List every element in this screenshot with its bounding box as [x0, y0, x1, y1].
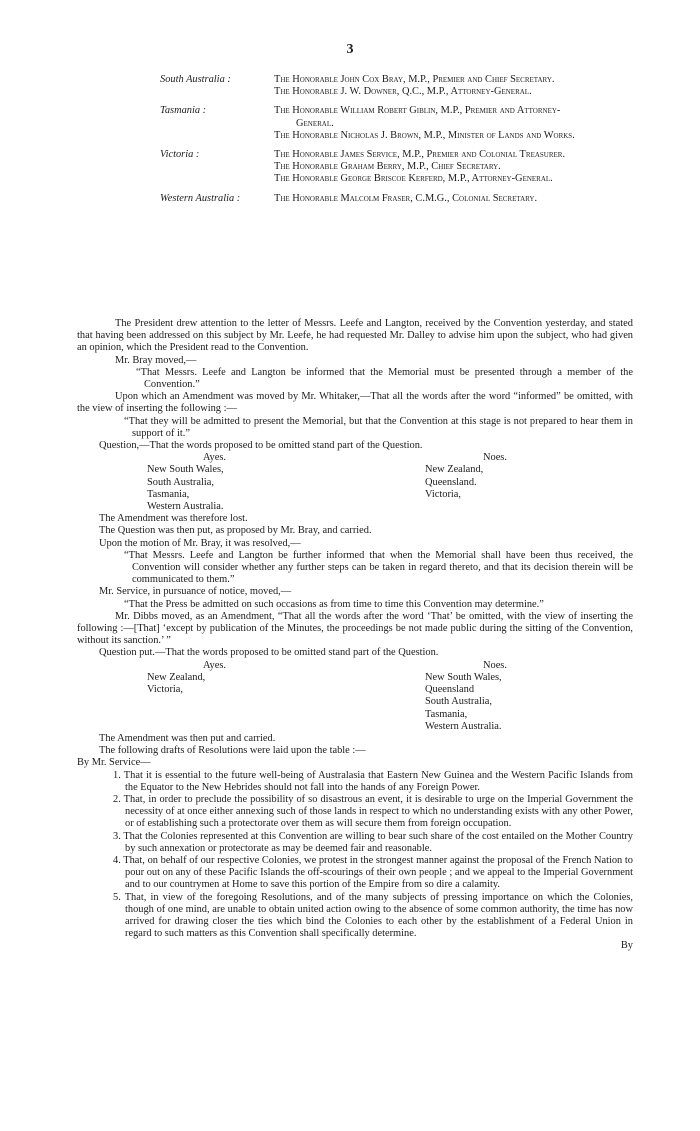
page-number: 3	[346, 42, 354, 57]
paragraph: Upon which an Amendment was moved by Mr. Whitaker,—That all the words after the word “informed” be omitted, with the view of inserting the following :—	[77, 391, 633, 415]
no-entry: Victoria,	[425, 488, 462, 500]
honorific: The Honorable	[274, 192, 338, 204]
catchword: By	[620, 940, 633, 952]
amendment-quote: “That they will be admitted to present the Memorial, but that the Convention at this stage is not prepared to hear them in support of it.”	[124, 415, 633, 439]
noes-label: Noes.	[483, 452, 507, 464]
no-entry: Tasmania,	[425, 708, 468, 720]
no-entry: Queensland.	[425, 476, 477, 488]
colony-name: Western Australia :	[160, 192, 241, 204]
honorific: The Honorable	[274, 86, 338, 98]
honorific: The Honorable	[274, 149, 338, 161]
aye-entry: Tasmania,	[147, 488, 190, 500]
delegate-entry	[274, 105, 580, 129]
delegate-detail: William Robert Giblin, M.P., Premier and Attorney-General.	[296, 105, 561, 129]
paragraph: Question,—That the words proposed to be omitted stand part of the Question.	[99, 440, 423, 452]
minutes-text	[77, 318, 633, 953]
honorific: The Honorable	[274, 173, 338, 185]
no-entry: Queensland	[425, 684, 475, 696]
resolution-item: 3. That the Colonies represented at this Convention are willing to bear such share of the cost entailed on the Mother Country by such annexation or protectorate as may be deemed fair and reasonable.	[113, 830, 633, 854]
delegate-detail: J. W. Downer, Q.C., M.P., Attorney-General.	[337, 86, 532, 98]
resolution-item: 4. That, on behalf of our respective Colonies, we protest in the strongest manner against the proposal of the French Nation to pour out on any of these Pacific Islands the off-scourings of their own people ; and we appeal to the Imperial Government and to our countrymen at Home to save this portion of the Empire from so dire a calamity.	[113, 854, 633, 891]
delegate-detail: George Briscoe Kerferd, M.P., Attorney-General.	[337, 173, 553, 185]
colony-victoria	[160, 149, 580, 186]
aye-entry: Western Australia.	[147, 501, 224, 513]
colony-tasmania	[160, 105, 580, 142]
delegate-entry	[274, 149, 580, 161]
delegate-entry	[274, 193, 580, 205]
delegate-detail: Graham Berry, M.P., Chief Secretary.	[337, 161, 501, 173]
aye-entry: South Australia,	[147, 476, 214, 488]
division-list-1	[77, 452, 633, 513]
paragraph: The Amendment was therefore lost.	[99, 513, 248, 525]
resolution-item: 1. That it is essential to the future well-being of Australasia that Eastern New Guinea and the Western Pacific Islands from the Equator to the New Hebrides should not fall into the hands of any Foreign Power.	[113, 769, 633, 793]
no-entry: New Zealand,	[425, 464, 484, 476]
paragraph: Question put.—That the words proposed to be omitted stand part of the Question.	[99, 647, 439, 659]
paragraph: Mr. Dibbs moved, as an Amendment, “That all the words after the word ‘That’ be omitted, with the view of inserting the following :—[That] ‘except by publication of the Minutes, the proceedings be not made public during the sitting of the Convention, without its sanction.’ ”	[77, 610, 633, 647]
honorific: The Honorable	[274, 161, 338, 173]
delegate-detail: Nicholas J. Brown, M.P., Minister of Lands and Works.	[337, 129, 575, 141]
delegate-entry	[274, 74, 580, 86]
delegate-detail: James Service, M.P., Premier and Colonial Treasurer.	[337, 149, 566, 161]
no-entry: Western Australia.	[425, 720, 502, 732]
colony-south-australia	[160, 74, 580, 98]
noes-label: Noes.	[483, 659, 507, 671]
aye-entry: New South Wales,	[147, 464, 224, 476]
resolution-list	[77, 770, 633, 941]
delegate-detail: John Cox Bray, M.P., Premier and Chief Secretary.	[337, 74, 555, 85]
paragraph: Upon the motion of Mr. Bray, it was resolved,—	[99, 537, 301, 549]
paragraph: The President drew attention to the letter of Messrs. Leefe and Langton, received by the Convention yesterday, and stated that having been addressed on this subject by Mr. Leefe, he had requested Mr. Dalley to advise him upon the subject, who had given an opinion, which the President read to the Convention.	[77, 318, 633, 354]
colony-western-australia	[160, 193, 580, 205]
delegate-detail: Malcolm Fraser, C.M.G., Colonial Secretary.	[337, 192, 538, 204]
ayes-label: Ayes.	[203, 452, 226, 464]
motion-quote: “That Messrs. Leefe and Langton be informed that the Memorial must be presented through a member of the Convention.”	[136, 366, 633, 391]
ayes-label: Ayes.	[203, 659, 226, 671]
colony-name: Tasmania :	[160, 105, 207, 117]
delegate-entry	[274, 86, 580, 98]
colony-name: South Australia :	[160, 74, 231, 85]
division-list-2	[77, 660, 633, 733]
paragraph: The Question was then put, as proposed by Mr. Bray, and carried.	[99, 525, 372, 537]
aye-entry: Victoria,	[147, 684, 184, 696]
paragraph: Mr. Bray moved,—	[115, 354, 197, 366]
delegate-entry	[274, 161, 580, 173]
honorific: The Honorable	[274, 74, 338, 85]
resolution-quote: “That Messrs. Leefe and Langton be further informed that when the Memorial shall have been thus received, the Convention will consider whether any further steps can be taken in regard thereto, and that its decision therein will be communicated to them.”	[124, 549, 633, 586]
resolution-item: 5. That, in view of the foregoing Resolutions, and of the many subjects of pressing importance on which the Colonies, though of one mind, are unable to obtain united action owing to the absence of some common authority, the time has now arrived for drawing closer the ties which bind the Colonies to each other by the establishment of a Federal Union in regard to such matters as this Convention shall specifically determine.	[113, 891, 633, 940]
colony-name: Victoria :	[160, 149, 200, 161]
delegate-entry	[274, 130, 580, 142]
paragraph: The Amendment was then put and carried.	[99, 732, 276, 744]
resolution-item: 2. That, in order to preclude the possibility of so disastrous an event, it is desirable to urge on the Imperial Government the necessity of at once either annexing such of those lands in respect to which no understanding exists with any other Power, or of establishing such a protectorate over them as will secure them from foreign occupation.	[113, 793, 633, 830]
motion-quote: “That the Press be admitted on such occasions as from time to time this Convention may determine.”	[124, 598, 544, 610]
delegate-list	[160, 74, 580, 212]
no-entry: New South Wales,	[425, 671, 502, 683]
honorific: The Honorable	[274, 129, 338, 141]
paragraph: The following drafts of Resolutions were laid upon the table :—	[99, 745, 366, 757]
delegate-entry	[274, 173, 580, 185]
aye-entry: New Zealand,	[147, 671, 206, 683]
paragraph: Mr. Service, in pursuance of notice, moved,—	[99, 586, 292, 598]
honorific: The Honorable	[274, 105, 338, 117]
paragraph: By Mr. Service—	[77, 757, 151, 769]
no-entry: South Australia,	[425, 696, 492, 708]
